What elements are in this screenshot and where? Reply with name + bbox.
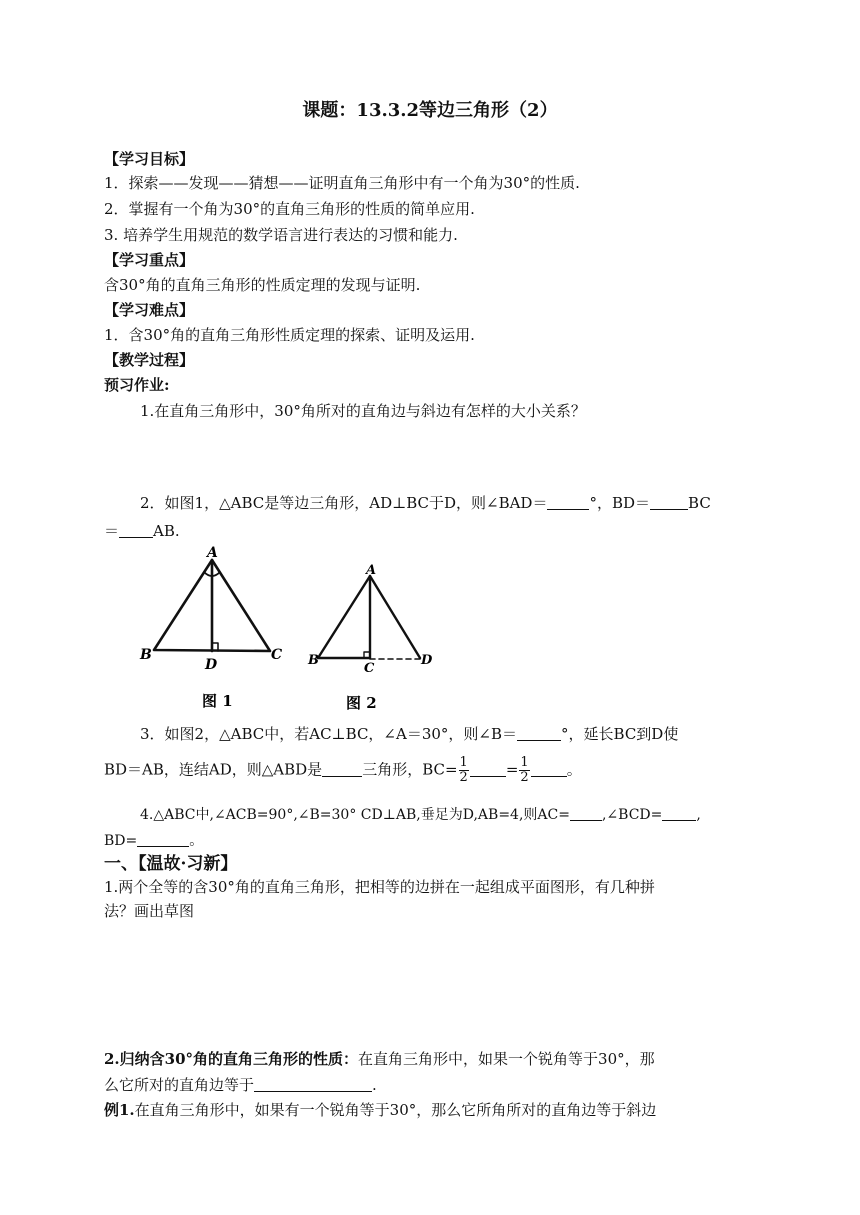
label-a: A [366,563,377,578]
key-text: 含30°角的直角三角形的性质定理的发现与证明. [104,276,421,294]
figure-2-caption: 图 2 [346,694,377,712]
review-item-2-cont: 么它所对的直角边等于 . [104,1076,377,1094]
question-3-line1: 3．如图2，△ABC中，若AC⊥BC，∠A＝30°，则∠B＝ °，延长BC到D使 [140,725,679,743]
key-heading: 【学习重点】 [104,251,195,269]
review-item-1: 1.两个全等的含30°角的直角三角形，把相等的边拼在一起组成平面图形，有几种拼 [104,878,655,896]
figure-2 [302,558,442,718]
label-b: B [308,653,319,668]
label-d: D [421,653,433,668]
page-title: 课题：13.3.2等边三角形（2） [302,100,558,121]
question-4-line2: BD= 。 [104,830,203,852]
review-heading: 一、【温故·习新】 [104,854,238,874]
difficulty-heading: 【学习难点】 [104,301,195,319]
goals-heading: 【学习目标】 [104,150,195,168]
question-4-line1: 4.△ABC中,∠ACB=90°,∠B=30° CD⊥AB,垂足为D,AB=4,则AC= ,∠BCD= , [140,804,701,826]
answer-blank [570,804,602,821]
fraction-half: $\frac{1}{2}$ [459,755,468,785]
question-2-line1: 2．如图1，△ABC是等边三角形，AD⊥BC于D，则∠BAD＝ °，BD＝ BC [140,494,711,512]
answer-blank [662,804,696,821]
process-heading: 【教学过程】 [104,351,195,369]
answer-blank [119,521,153,538]
figure-1-caption: 图 1 [202,692,233,710]
label-b: B [140,647,152,663]
question-2-line2: ＝ AB. [104,522,180,540]
answer-blank [470,760,506,777]
question-1: 1.在直角三角形中，30°角所对的直角边与斜边有怎样的大小关系？ [140,402,586,420]
answer-blank [531,760,567,777]
preview-heading: 预习作业: [104,376,170,394]
answer-blank [517,724,561,741]
difficulty-text: 1．含30°角的直角三角形性质定理的探索、证明及运用. [104,326,475,344]
fraction-half: $\frac{1}{2}$ [520,755,529,785]
question-3-line2: BD＝AB，连结AD，则△ABD是 三角形，BC= $\frac{1}{2}$ = $\frac{1}{2}$ 。 [104,755,582,785]
goal-item: 3. 培养学生用规范的数学语言进行表达的习惯和能力. [104,226,458,244]
goal-item: 2．掌握有一个角为30°的直角三角形的性质的简单应用. [104,200,475,218]
answer-blank [322,760,362,777]
hypotenuse-ad [370,576,420,658]
label-d: D [205,657,218,673]
label-c: C [364,661,375,676]
answer-blank [254,1075,372,1092]
label-a: A [207,545,218,561]
answer-blank [137,830,189,847]
figure-1 [132,540,292,715]
label-c: C [271,647,283,663]
example-1: 例1.在直角三角形中，如果有一个锐角等于30°，那么它所角所对的直角边等于斜边 [104,1101,657,1119]
review-item-1-cont: 法？画出草图 [104,902,195,920]
answer-blank [650,493,688,510]
triangle-abc [318,576,370,658]
review-item-2: 2.归纳含30°角的直角三角形的性质：在直角三角形中，如果一个锐角等于30°，那 [104,1050,655,1068]
answer-blank [547,493,589,510]
goal-item: 1．探索——发现——猜想——证明直角三角形中有一个角为30°的性质. [104,174,580,192]
